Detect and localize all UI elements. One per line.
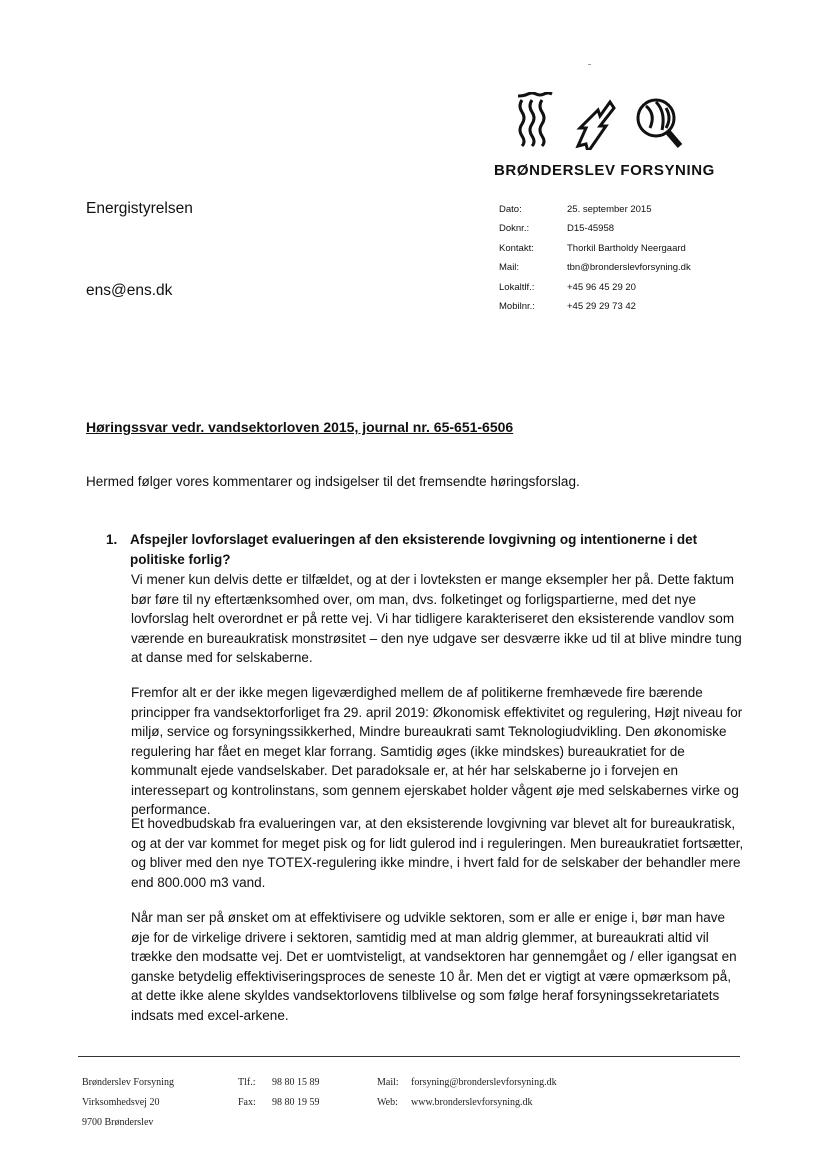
letter-subject: Høringssvar vedr. vandsektorloven 2015, journal nr. 65-651-6506	[86, 419, 514, 435]
magnifier-flame-icon	[638, 100, 680, 146]
recipient-name: Energistyrelsen	[86, 200, 193, 217]
meta-row-phone	[499, 282, 691, 301]
footer-tlf-label: Tlf.:	[238, 1077, 256, 1088]
footer-fax: 98 80 19 59	[272, 1097, 320, 1108]
footer-contact-values	[411, 1073, 557, 1113]
meta-value: 25. september 2015	[567, 204, 652, 215]
meta-row-docnr	[499, 223, 691, 242]
footer-fax-label: Fax:	[238, 1097, 256, 1108]
scan-speck	[588, 64, 591, 65]
section-number: 1.	[106, 532, 118, 547]
footer-web-label: Web:	[377, 1097, 398, 1108]
paragraph-text: Fremfor alt er der ikke megen ligeværdighed mellem de af politikerne fremhævede fire bærende principper fra vandsektorforliget fra 29. april 2019: Økonomisk effektivitet og regulering, Højt niveau for miljø, service og forsyningssikkerhed, Mindre bureaukrati samt Teknologiudvikling. Den økonomiske regulering har fået en meget klar forrang. Samtidig øges (ikke mindskes) bureaukratiet for de kommunalt ejede vandselskaber. Det paradoksale er, at hér har selskaberne jo i forvejen en interessepart og kontrolinstans, som gennem ejerskabet holder vågent øje med selskabernes virke og performance.	[131, 685, 743, 817]
meta-label: Lokaltlf.:	[499, 281, 535, 293]
letter-intro: Hermed følger vores kommentarer og indsigelser til det fremsendte høringsforslag.	[86, 474, 580, 489]
meta-row-contact	[499, 243, 691, 262]
meta-label: Dato:	[499, 204, 522, 215]
footer-contact-labels	[377, 1073, 399, 1113]
meta-value: +45 29 29 73 42	[567, 300, 636, 312]
meta-value: D15-45958	[567, 223, 615, 235]
meta-label: Doknr.:	[499, 223, 530, 235]
company-logo	[512, 92, 692, 150]
footer-mail-label: Mail:	[377, 1077, 399, 1088]
meta-row-mail	[499, 262, 691, 281]
footer-mail-link[interactable]: forsyning@bronderslevforsyning.dk	[411, 1077, 557, 1088]
footer-phone-labels	[238, 1073, 256, 1113]
footer-city: 9700 Brønderslev	[82, 1117, 154, 1128]
brand-name: BRØNDERSLEV FORSYNING	[494, 162, 715, 179]
meta-value: Thorkil Bartholdy Neergaard	[567, 242, 686, 254]
meta-label: Kontakt:	[499, 242, 534, 254]
water-waves-icon	[518, 93, 552, 146]
footer-phone-values	[272, 1073, 320, 1113]
footer-company: Brønderslev Forsyning	[82, 1077, 174, 1088]
paragraph-1	[131, 570, 745, 668]
footer-street: Virksomhedsvej 20	[82, 1097, 160, 1108]
meta-row-date	[499, 204, 691, 223]
paragraph-3	[131, 814, 745, 892]
footer-divider	[78, 1056, 740, 1057]
letter-meta	[499, 204, 691, 320]
footer-address	[82, 1073, 174, 1133]
paragraph-4	[131, 908, 745, 1025]
meta-value: +45 96 45 29 20	[567, 281, 636, 293]
footer-web-link[interactable]: www.bronderslevforsyning.dk	[411, 1097, 533, 1108]
meta-value: tbn@bronderslevforsyning.dk	[567, 262, 691, 274]
meta-label: Mail:	[499, 262, 520, 274]
recipient-email: ens@ens.dk	[86, 282, 173, 299]
footer-tlf: 98 80 15 89	[272, 1077, 320, 1088]
paragraph-text: Et hovedbudskab fra evalueringen var, at den eksisterende lovgivning var blevet alt for bureaukratisk, og at der var kommet for meget pisk og for lidt gulerod ind i reguleringen. Men bureaukratiet fortsætter, og bliver med den nye TOTEX-regulering ikke mindre, i hvert fald for de selskaber der behandler mere end 800.000 m3 vand.	[131, 816, 744, 890]
paragraph-text: Når man ser på ønsket om at effektivisere og udvikle sektoren, som er alle er enige i, bør man have øje for de virkelige drivere i sektoren, samtidig med at man aldrig glemmer, at bureaukrati altid vil trække den modsatte vej. Det er uomtvisteligt, at vandsektoren har gennemgået og / eller igangsat en ganske betydelig effektiviseringsproces de seneste 10 år. Men det er vigtigt at være opmærksom på, at dette ikke alene skyldes vandsektorlovens tilblivelse og som følge heraf forsyningssekretariatets indsats med excel-arkene.	[131, 910, 737, 1023]
meta-row-mobile	[499, 301, 691, 320]
arrows-icon	[578, 102, 614, 150]
section-question-text: Afspejler lovforslaget evalueringen af den eksisterende lovgivning og intentionerne i det politiske forlig?	[130, 532, 698, 567]
paragraph-2	[131, 683, 745, 820]
paragraph-text: Vi mener kun delvis dette er tilfældet, og at der i lovteksten er mange eksempler her på. Dette faktum bør føre til ny eftertænksomhed over, om man, dvs. folketinget og forligspartierne, med det nye lovforslag helt overordnet er på rette vej. Vi har tidligere karakteriseret den eksisterende vandlov som værende en bureaukratisk monstrøsitet – den nye udgave ser desværre ikke ud til at blive mindre tung at danse med for selskaberne.	[131, 572, 742, 665]
meta-label: Mobilnr.:	[499, 300, 535, 312]
